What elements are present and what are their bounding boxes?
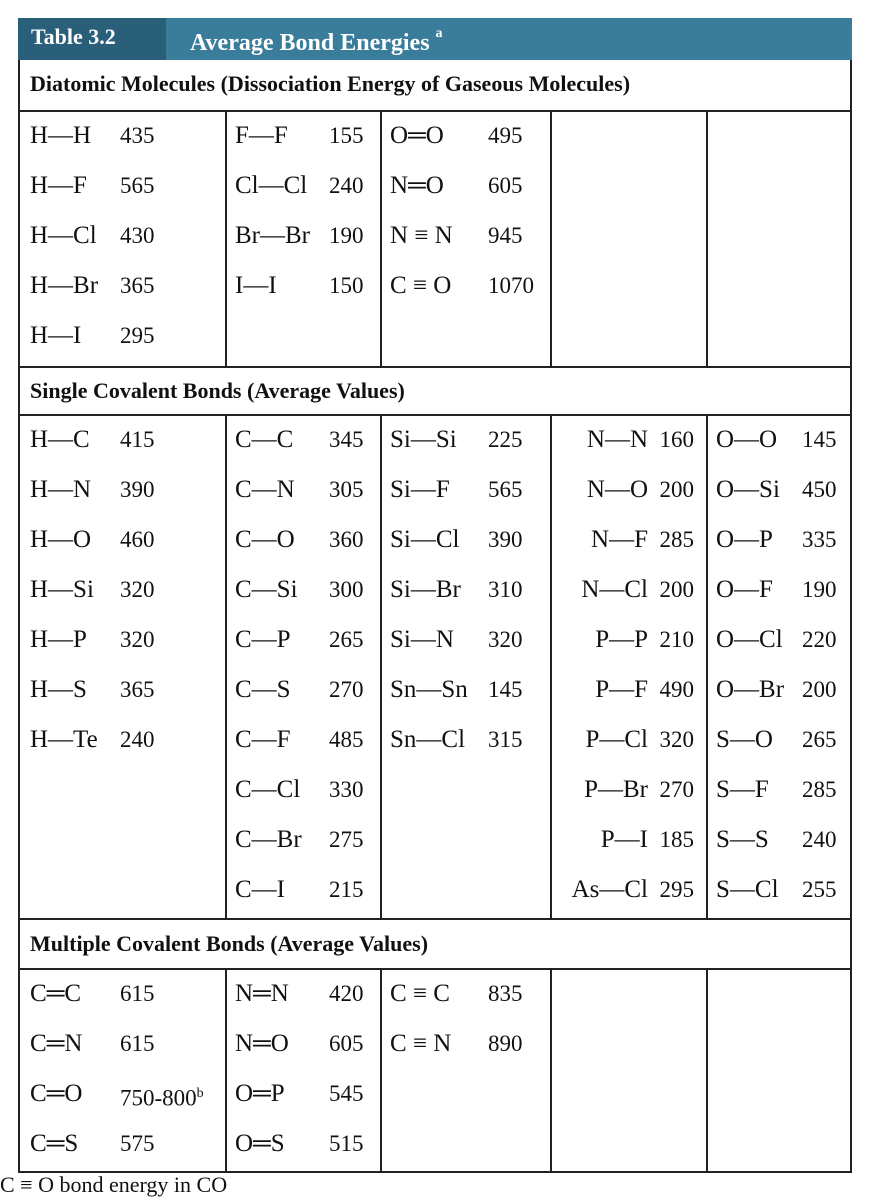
bond-energy-value: 420 xyxy=(329,981,364,1006)
bond-entry xyxy=(20,472,225,522)
bond-entry xyxy=(20,118,225,168)
bond-label: H—Cl xyxy=(30,222,97,249)
bond-entry xyxy=(550,422,706,472)
bond-label: H—F xyxy=(30,172,87,199)
footnote: C ≡ O bond energy in CO xyxy=(0,1172,228,1197)
bond-entry xyxy=(380,522,550,572)
bond-entry xyxy=(380,622,550,672)
bond-energy-value: 450 xyxy=(802,477,837,502)
bond-entry xyxy=(20,522,225,572)
section-title: Multiple Covalent Bonds (Average Values) xyxy=(20,918,850,970)
bond-energy-value: 365 xyxy=(120,273,155,298)
table-header xyxy=(18,18,852,60)
bond-energy-value: 495 xyxy=(488,123,523,148)
bond-label: O—O xyxy=(716,426,778,453)
bond-energy-value: 240 xyxy=(329,173,364,198)
bond-label: C—P xyxy=(235,626,291,653)
bond-label: C—I xyxy=(235,876,285,903)
bond-label: O—Br xyxy=(716,676,785,703)
bond-label: C—O xyxy=(235,526,295,553)
bond-entry xyxy=(20,168,225,218)
bond-entry xyxy=(550,672,706,722)
bond-label: C—N xyxy=(235,476,295,503)
bond-label: C—C xyxy=(235,426,294,453)
bond-entry xyxy=(706,822,852,872)
bond-energy-value: 200 xyxy=(659,577,694,602)
bond-energy-value: 315 xyxy=(488,727,523,752)
bond-label: O—Si xyxy=(716,476,780,503)
bond-entry xyxy=(225,722,380,772)
bond-energy-value: 255 xyxy=(802,877,837,902)
bond-entry xyxy=(550,772,706,822)
bond-entry xyxy=(225,422,380,472)
footnote-marker: b xyxy=(196,1086,204,1101)
bond-energy-value: 360 xyxy=(329,527,364,552)
bond-energy-value: 430 xyxy=(120,223,155,248)
bond-entry xyxy=(20,422,225,472)
bond-energy-value: 145 xyxy=(488,677,523,702)
bond-energy-value: 320 xyxy=(120,577,155,602)
bond-label: C ≡ O xyxy=(390,272,452,299)
bond-energy-value: 1070 xyxy=(488,273,534,298)
bond-energy-value: 150 xyxy=(329,273,364,298)
bond-energy-value: 300 xyxy=(329,577,364,602)
bond-entry xyxy=(20,218,225,268)
bond-energy-value: 160 xyxy=(659,427,694,452)
bond-label: N ≡ N xyxy=(390,222,453,249)
bond-energy-table xyxy=(18,60,852,1173)
bond-entry xyxy=(225,976,380,1026)
bond-label: C═S xyxy=(30,1130,79,1157)
bond-label: N═O xyxy=(390,172,444,199)
bond-label: Si—Si xyxy=(390,426,457,453)
bond-energy-value: 295 xyxy=(120,323,155,348)
bond-label: N—N xyxy=(586,426,648,453)
bond-label: O—Cl xyxy=(716,626,783,653)
bond-label: H—H xyxy=(30,122,92,149)
bond-label: N—O xyxy=(586,476,648,503)
bond-entry xyxy=(706,722,852,772)
bond-entry xyxy=(380,572,550,622)
bond-energy-value: 615 xyxy=(120,1031,155,1056)
bond-label: P—Cl xyxy=(585,726,648,753)
bond-label: Br—Br xyxy=(235,222,310,249)
bond-entry xyxy=(20,1026,225,1076)
bond-energy-value: 750-800$^b$ xyxy=(120,1085,204,1111)
bond-label: C—Si xyxy=(235,576,298,603)
bond-energy-value: 265 xyxy=(802,727,837,752)
bond-label: C ≡ N xyxy=(390,1030,452,1057)
title-footnote-marker: a xyxy=(435,26,443,41)
bond-energy-value: 335 xyxy=(802,527,837,552)
bond-energy-value: 220 xyxy=(802,627,837,652)
bond-entry xyxy=(706,472,852,522)
bond-entry xyxy=(706,572,852,622)
bond-entry xyxy=(706,672,852,722)
bond-label: O═P xyxy=(235,1080,285,1107)
bond-label: N═O xyxy=(235,1030,289,1057)
bond-energy-value: 200 xyxy=(802,677,837,702)
section-title: Single Covalent Bonds (Average Values) xyxy=(20,366,850,416)
bond-entry xyxy=(380,472,550,522)
bond-label: H—O xyxy=(30,526,92,553)
table-label: Table 3.2 xyxy=(18,18,166,60)
bond-label: H—I xyxy=(30,322,82,349)
bond-energy-value: 565 xyxy=(120,173,155,198)
bond-energy-value: 145 xyxy=(802,427,837,452)
bond-energy-value: 545 xyxy=(329,1081,364,1106)
bond-energy-value: 605 xyxy=(488,173,523,198)
bond-label: H—P xyxy=(30,626,87,653)
bond-energy-value: 460 xyxy=(120,527,155,552)
bond-entry xyxy=(225,218,380,268)
bond-energy-value: 305 xyxy=(329,477,364,502)
bond-entry xyxy=(380,268,550,318)
bond-entry xyxy=(225,118,380,168)
bond-entry xyxy=(20,976,225,1026)
bond-entry xyxy=(380,422,550,472)
bond-label: Si—N xyxy=(390,626,454,653)
column-divider xyxy=(550,112,552,366)
bond-label: As—Cl xyxy=(571,876,648,903)
bond-entry xyxy=(225,672,380,722)
bond-energy-value: 190 xyxy=(802,577,837,602)
bond-entry xyxy=(706,422,852,472)
bond-label: H—Si xyxy=(30,576,94,603)
bond-entry xyxy=(706,872,852,922)
bond-entry xyxy=(380,118,550,168)
bond-energy-value: 485 xyxy=(329,727,364,752)
bond-energy-value: 215 xyxy=(329,877,364,902)
bond-energy-value: 415 xyxy=(120,427,155,452)
bond-label: S—F xyxy=(716,776,769,803)
bond-label: H—C xyxy=(30,426,90,453)
table-title xyxy=(190,18,443,60)
column-divider xyxy=(706,112,708,366)
bond-label: H—N xyxy=(30,476,92,503)
bond-energy-value: 390 xyxy=(488,527,523,552)
bond-energy-value: 285 xyxy=(659,527,694,552)
bond-label: O═O xyxy=(390,122,444,149)
bond-entry xyxy=(20,1076,225,1126)
bond-label: Cl—Cl xyxy=(235,172,308,199)
bond-label: H—S xyxy=(30,676,87,703)
bond-entry xyxy=(225,772,380,822)
bond-entry xyxy=(225,622,380,672)
bond-energy-value: 605 xyxy=(329,1031,364,1056)
column-divider xyxy=(706,970,708,1173)
bond-entry xyxy=(225,822,380,872)
bond-energy-value: 240 xyxy=(802,827,837,852)
bond-entry xyxy=(225,1076,380,1126)
bond-entry xyxy=(225,1126,380,1176)
bond-energy-value: 155 xyxy=(329,123,364,148)
bond-energy-value: 330 xyxy=(329,777,364,802)
bond-energy-value: 945 xyxy=(488,223,523,248)
bond-energy-value: 240 xyxy=(120,727,155,752)
bond-label: C═N xyxy=(30,1030,83,1057)
bond-entry xyxy=(550,722,706,772)
bond-label: N—Cl xyxy=(581,576,648,603)
bond-label: P—Br xyxy=(584,776,648,803)
bond-energy-value: 265 xyxy=(329,627,364,652)
bond-energy-value: 365 xyxy=(120,677,155,702)
bond-entry xyxy=(20,622,225,672)
bond-label: I—I xyxy=(235,272,277,299)
bond-energy-value: 200 xyxy=(659,477,694,502)
bond-entry xyxy=(550,522,706,572)
bond-label: C—F xyxy=(235,726,291,753)
bond-energy-value: 435 xyxy=(120,123,155,148)
bond-label: C—S xyxy=(235,676,291,703)
bond-entry xyxy=(20,572,225,622)
bond-label: H—Br xyxy=(30,272,99,299)
bond-label: F—F xyxy=(235,122,288,149)
bond-entry xyxy=(225,268,380,318)
bond-label: P—P xyxy=(595,626,648,653)
bond-entry xyxy=(225,572,380,622)
bond-label: P—I xyxy=(600,826,648,853)
bond-label: Sn—Cl xyxy=(390,726,466,753)
bond-energy-value: 835 xyxy=(488,981,523,1006)
bond-entry xyxy=(380,168,550,218)
bond-energy-value: 390 xyxy=(120,477,155,502)
bond-label: H—Te xyxy=(30,726,98,753)
section-title: Diatomic Molecules (Dissociation Energy of Gaseous Molecules) xyxy=(20,60,850,112)
bond-entry xyxy=(225,872,380,922)
table-title-text: Average Bond Energies xyxy=(190,30,430,56)
bond-entry xyxy=(20,1126,225,1176)
bond-entry xyxy=(20,722,225,772)
bond-energy-value: 270 xyxy=(329,677,364,702)
bond-energy-value: 320 xyxy=(488,627,523,652)
bond-entry xyxy=(550,872,706,922)
bond-energy-value: 320 xyxy=(120,627,155,652)
bond-entry xyxy=(225,168,380,218)
bond-entry xyxy=(380,672,550,722)
bond-label: O—F xyxy=(716,576,773,603)
bond-energy-value: 225 xyxy=(488,427,523,452)
bond-label: S—O xyxy=(716,726,773,753)
bond-entry xyxy=(20,318,225,368)
bond-energy-value: 310 xyxy=(488,577,523,602)
bond-entry xyxy=(380,976,550,1026)
bond-energy-value: 285 xyxy=(802,777,837,802)
bond-entry xyxy=(380,722,550,772)
bond-energy-value: 890 xyxy=(488,1031,523,1056)
bond-label: P—F xyxy=(595,676,648,703)
bond-entry xyxy=(550,572,706,622)
bond-entry xyxy=(706,772,852,822)
bond-entry xyxy=(550,622,706,672)
bond-label: N—F xyxy=(591,526,648,553)
bond-label: C—Br xyxy=(235,826,302,853)
bond-label: O—P xyxy=(716,526,773,553)
bond-label: C—Cl xyxy=(235,776,301,803)
bond-entry xyxy=(380,218,550,268)
bond-energy-value: 615 xyxy=(120,981,155,1006)
bond-energy-value: 295 xyxy=(659,877,694,902)
bond-energy-value: 185 xyxy=(659,827,694,852)
bond-entry xyxy=(706,522,852,572)
column-divider xyxy=(550,970,552,1173)
bond-energy-value: 345 xyxy=(329,427,364,452)
bond-energy-value: 270 xyxy=(659,777,694,802)
bond-energy-value: 575 xyxy=(120,1131,155,1156)
bond-label: C ≡ C xyxy=(390,980,450,1007)
bond-label: C═O xyxy=(30,1080,83,1107)
bond-label: Si—Cl xyxy=(390,526,460,553)
bond-energy-value: 320 xyxy=(659,727,694,752)
bond-label: Sn—Sn xyxy=(390,676,468,703)
bond-label: Si—F xyxy=(390,476,450,503)
bond-entry xyxy=(225,522,380,572)
bond-energy-value: 275 xyxy=(329,827,364,852)
bond-entry xyxy=(225,1026,380,1076)
bond-energy-value: 515 xyxy=(329,1131,364,1156)
bond-label: N═N xyxy=(235,980,289,1007)
bond-energy-value: 490 xyxy=(659,677,694,702)
bond-energy-value: 190 xyxy=(329,223,364,248)
bond-energy-value: 565 xyxy=(488,477,523,502)
bond-entry xyxy=(380,1026,550,1076)
bond-entry xyxy=(550,822,706,872)
bond-label: C═C xyxy=(30,980,82,1007)
bond-energy-value: 210 xyxy=(659,627,694,652)
bond-entry xyxy=(20,268,225,318)
bond-label: S—Cl xyxy=(716,876,779,903)
bond-label: Si—Br xyxy=(390,576,461,603)
bond-label: O═S xyxy=(235,1130,285,1157)
bond-label: S—S xyxy=(716,826,769,853)
bond-entry xyxy=(225,472,380,522)
bond-entry xyxy=(550,472,706,522)
bond-entry xyxy=(706,622,852,672)
bond-entry xyxy=(20,672,225,722)
